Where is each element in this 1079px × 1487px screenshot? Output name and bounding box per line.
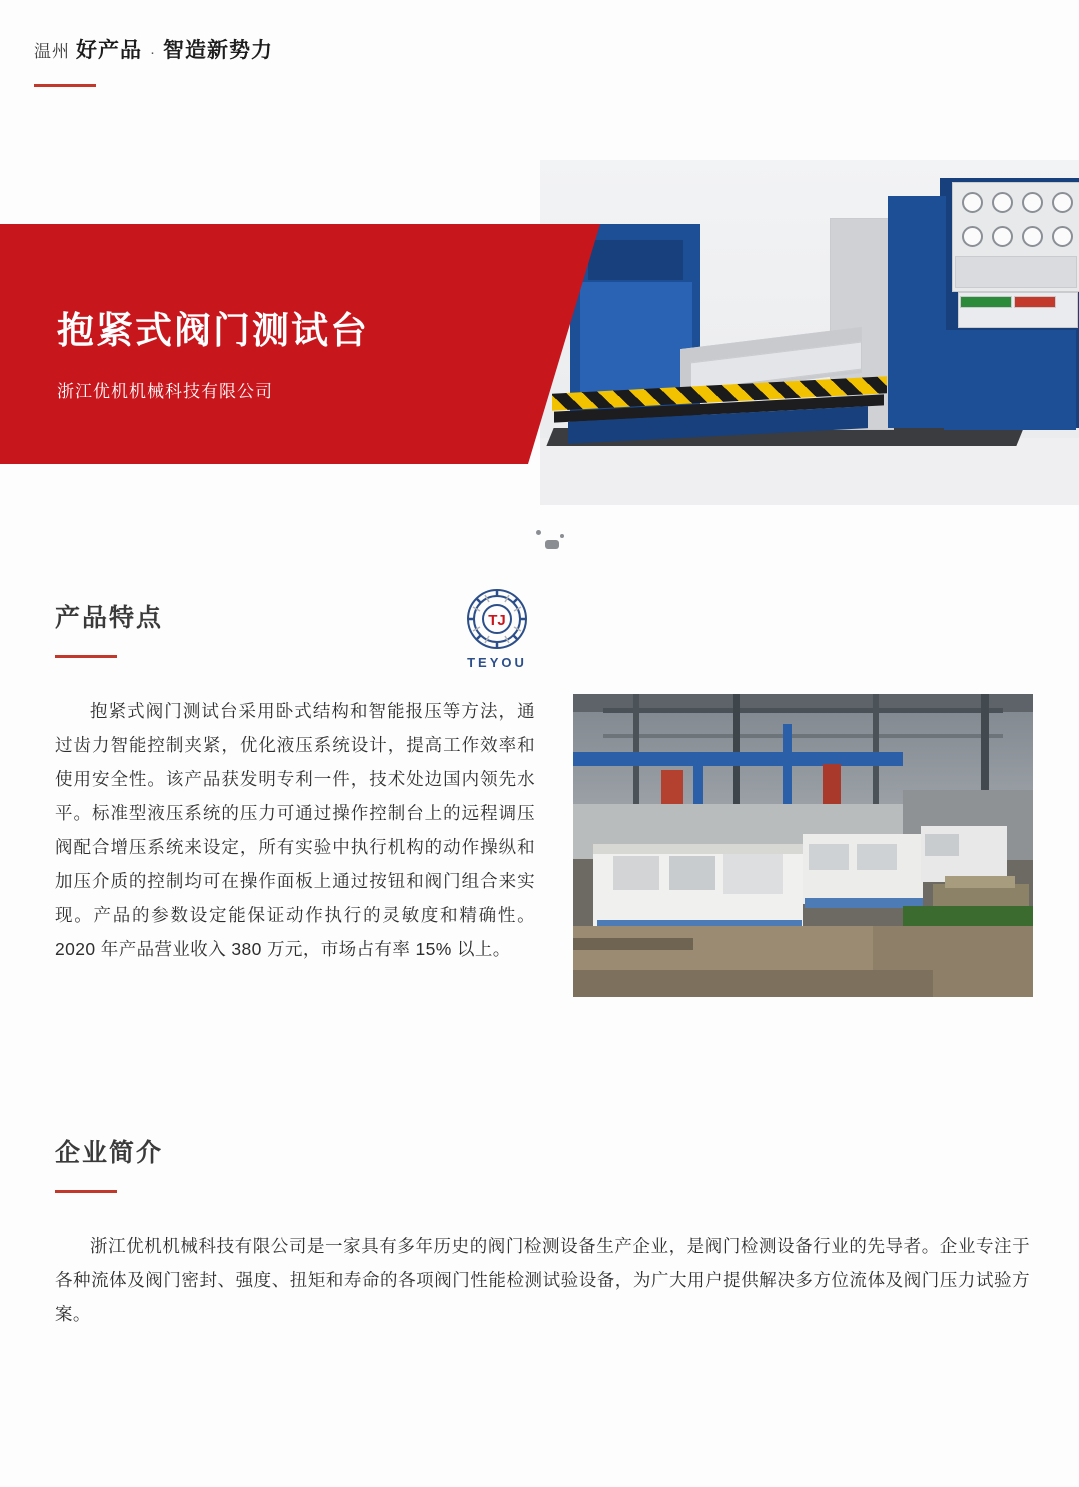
decorative-speck-2 bbox=[545, 540, 559, 549]
brand-logo bbox=[452, 585, 542, 677]
features-body-text: 抱紧式阀门测试台采用卧式结构和智能报压等方法，通过齿力智能控制夹紧，优化液压系统设计，提高工作效率和使用安全性。该产品获发明专利一件，技术处边国内领先水平。标准型液压系统的压力可通过操作控制台上的远程调压阀配合增压系统来设定，所有实验中执行机构的动作操纵和加压介质的控制均可在操作面板上通过按钮和阀门组合来实现。产品的参数设定能保证动作执行的灵敏度和精确性。2020 年产品营业收入 380 万元，市场占有率 15% 以上。 bbox=[55, 701, 535, 959]
company-body-text: 浙江优机机械科技有限公司是一家具有多年历史的阀门检测设备生产企业，是阀门检测设备行业的先导者。企业专注于各种流体及阀门密封、强度、扭矩和寿命的各项阀门性能检测试验设备，为广大用户提供解决多方位流体及阀门压力试验方案。 bbox=[55, 1236, 1030, 1324]
factory-photo bbox=[573, 694, 1033, 997]
decorative-speck-1 bbox=[536, 530, 541, 535]
product-title: 抱紧式阀门测试台 bbox=[57, 310, 369, 351]
header-slogan-separator: · bbox=[150, 44, 155, 61]
header-slogan bbox=[34, 34, 454, 64]
features-title-underline bbox=[55, 655, 117, 658]
header-slogan-prefix: 温州 bbox=[34, 42, 70, 61]
hero-section bbox=[0, 150, 1079, 520]
gear-icon bbox=[463, 585, 531, 653]
hero-product-photo bbox=[540, 160, 1079, 505]
header-slogan-bold-2: 智造新势力 bbox=[163, 39, 273, 62]
svg-text:TJ: TJ bbox=[488, 612, 506, 629]
brand-logo-text: TEYOU bbox=[467, 655, 527, 670]
company-section-title: 企业简介 bbox=[55, 1139, 164, 1167]
product-company-name: 浙江优机机械科技有限公司 bbox=[57, 382, 273, 401]
page-header bbox=[34, 34, 454, 96]
header-slogan-bold-1: 好产品 bbox=[76, 39, 142, 62]
features-section-title: 产品特点 bbox=[55, 604, 164, 632]
company-title-underline bbox=[55, 1190, 117, 1193]
header-underline bbox=[34, 84, 96, 87]
decorative-speck-3 bbox=[560, 534, 564, 538]
